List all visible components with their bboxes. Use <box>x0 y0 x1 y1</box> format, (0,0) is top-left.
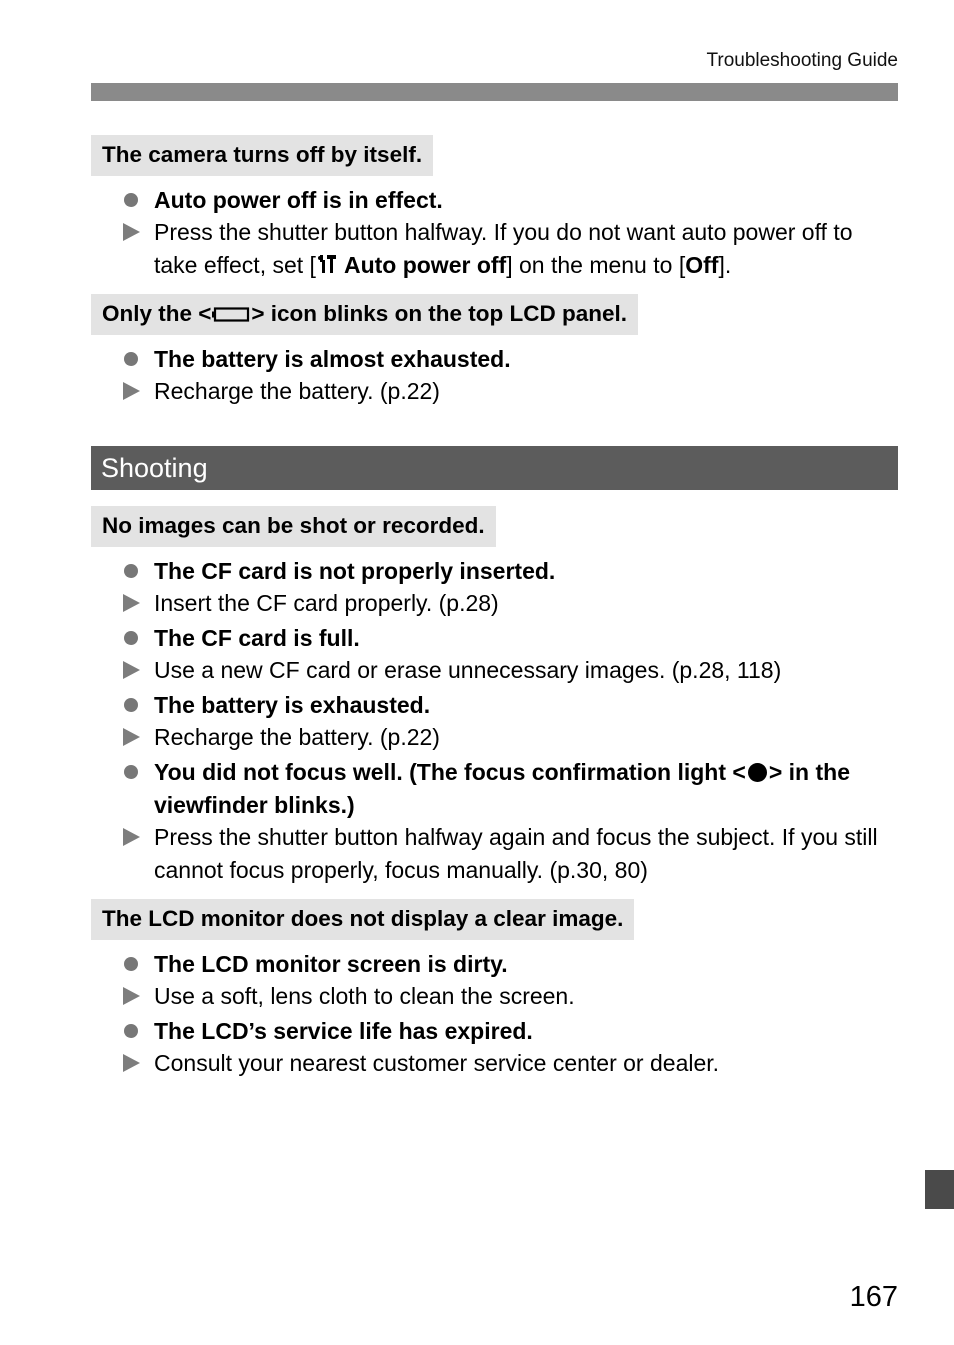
topic-heading-part: Only the < <box>102 301 212 326</box>
menu-setting-name: Auto power off <box>343 251 507 278</box>
remedy-text: Insert the CF card properly. (p.28) <box>154 590 499 616</box>
topic-heading: No images can be shot or recorded. <box>91 506 496 547</box>
remedy-item <box>154 1047 898 1080</box>
cause-item <box>154 555 898 588</box>
triangle-arrow-icon <box>123 654 145 686</box>
remedy-text: Press the shutter button halfway again and focus the subject. If you still cannot focus properly, focus manually. (p.30, 80) <box>154 824 878 883</box>
menu-setting-value: Off <box>685 251 719 278</box>
triangle-arrow-icon <box>123 721 145 753</box>
topic-heading: The camera turns off by itself. <box>91 135 433 176</box>
triangle-arrow-icon <box>123 587 145 619</box>
triangle-arrow-icon <box>123 375 145 407</box>
remedy-text-cont: ] on the menu to [ <box>506 251 686 278</box>
remedy-text: Use a new CF card or erase unnecessary images. (p.28, 118) <box>154 657 782 683</box>
cause-item <box>154 184 898 217</box>
focus-confirmation-icon <box>748 763 767 782</box>
cause-item <box>154 756 898 821</box>
cause-item <box>154 1015 898 1048</box>
cause-text: The LCD’s service life has expired. <box>154 1018 533 1044</box>
remedy-item <box>154 980 898 1013</box>
cause-item <box>154 689 898 722</box>
bullet-dot-icon <box>123 622 145 654</box>
battery-icon <box>212 307 250 322</box>
triangle-arrow-icon <box>123 1047 145 1079</box>
bullet-dot-icon <box>123 948 145 980</box>
bullet-dot-icon <box>123 756 145 788</box>
topic-heading-part: > icon blinks on the top LCD panel. <box>251 301 628 326</box>
remedy-text: Use a soft, lens cloth to clean the screen. <box>154 983 575 1009</box>
cause-text: The LCD monitor screen is dirty. <box>154 951 508 977</box>
cause-text: You did not focus well. (The focus confirmation light < <box>154 759 746 785</box>
remedy-text: Recharge the battery. (p.22) <box>154 724 440 750</box>
chapter-tab <box>925 1170 954 1209</box>
cause-item <box>154 948 898 981</box>
remedy-item <box>154 216 898 283</box>
triangle-arrow-icon <box>123 980 145 1012</box>
remedy-item <box>154 821 898 886</box>
section-heading: Shooting <box>91 446 898 490</box>
remedy-text: Recharge the battery. (p.22) <box>154 378 440 404</box>
topic-heading: The LCD monitor does not display a clear image. <box>91 899 634 940</box>
remedy-text-end: ]. <box>718 251 732 278</box>
topic-heading <box>91 294 638 335</box>
header-title: Troubleshooting Guide <box>706 50 898 71</box>
page-number: 167 <box>849 1281 898 1313</box>
cause-text: The battery is almost exhausted. <box>154 346 511 372</box>
bullet-dot-icon <box>123 343 145 375</box>
bullet-dot-icon <box>123 184 145 216</box>
cause-item <box>154 343 898 376</box>
bullet-dot-icon <box>123 1015 145 1047</box>
cause-text: The CF card is not properly inserted. <box>154 558 556 584</box>
remedy-text: Consult your nearest customer service center or dealer. <box>154 1050 720 1076</box>
remedy-item <box>154 654 898 687</box>
remedy-item <box>154 587 898 620</box>
cause-text: The battery is exhausted. <box>154 692 431 718</box>
triangle-arrow-icon <box>123 821 145 853</box>
remedy-item <box>154 721 898 754</box>
header-bar <box>91 83 898 101</box>
cause-text: Auto power off is in effect. <box>154 187 443 213</box>
cause-item <box>154 622 898 655</box>
bullet-dot-icon <box>123 555 145 587</box>
bullet-dot-icon <box>123 689 145 721</box>
remedy-text: Press the shutter button halfway. If you do not want auto power off to take effect, set [ <box>154 219 853 278</box>
cause-text-cont: > in the viewfinder blinks.) <box>154 759 850 818</box>
setup-menu-icon <box>316 251 338 284</box>
triangle-arrow-icon <box>123 216 145 248</box>
cause-text: The CF card is full. <box>154 625 360 651</box>
remedy-item <box>154 375 898 408</box>
